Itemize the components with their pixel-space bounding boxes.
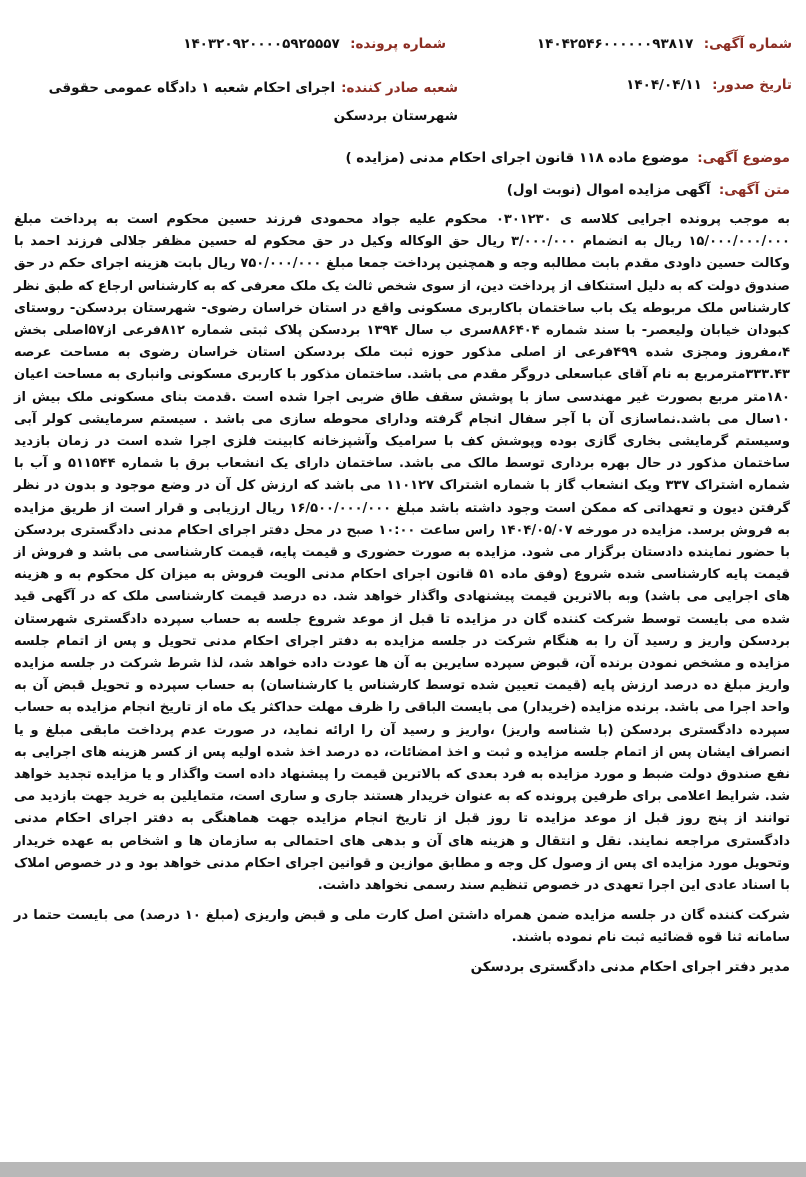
subject-row bbox=[345, 150, 790, 166]
issuing-branch: اجرای احکام شعبه ۱ دادگاه عمومی حقوقی شهرستان بردسکن bbox=[48, 80, 458, 124]
bottom-scroll-bar bbox=[0, 1162, 806, 1177]
ad-text-label: متن آگهی: bbox=[718, 182, 790, 198]
issue-date-label: تاریخ صدور: bbox=[712, 77, 792, 93]
ad-text-title-row bbox=[507, 182, 790, 198]
issuing-branch-label: شعبه صادر کننده: bbox=[341, 80, 458, 96]
ad-number-label: شماره آگهی: bbox=[703, 36, 792, 52]
case-number: ۱۴۰۳۲۰۹۲۰۰۰۰۵۹۲۵۵۵۷ bbox=[183, 36, 340, 52]
ad-body-paragraph-2: شرکت کننده گان در جلسه مزایده ضمن همراه داشتن اصل کارت ملی و قبض واریزی (مبلغ ۱۰ درصد) می بایست حتما در سامانه ثنا قوه قضائیه ثبت نام نموده باشند. bbox=[14, 908, 790, 946]
subject-label: موضوع آگهی: bbox=[697, 150, 790, 166]
issue-date-row bbox=[626, 77, 792, 93]
subject-value: موضوع ماده ۱۱۸ قانون اجرای احکام مدنی (مزایده ) bbox=[345, 150, 689, 166]
ad-number: ۱۴۰۴۲۵۴۶۰۰۰۰۰۰۹۳۸۱۷ bbox=[536, 36, 694, 52]
issuing-branch-row bbox=[18, 74, 458, 130]
ad-text-title: آگهی مزایده اموال (نوبت اول) bbox=[506, 182, 711, 198]
signature: مدیر دفتر اجرای احکام مدنی دادگستری بردسکن bbox=[470, 959, 790, 975]
ad-body-paragraph: به موجب پرونده اجرایی کلاسه ی ۰۳۰۱۲۳۰ محکوم علیه جواد محمودی فرزند حسین محکوم است به پرداخت مبلغ ۱۵/۰۰۰/۰۰۰/۰۰۰ ریال به انضمام ۳/۰۰۰/۰۰۰ ریال حق الوکاله وکیل در حق محکوم له حسین مظفر جلالی فرزند احمد با وکالت حسین داودی مقدم بابت مطالبه وجه و همچنین پرداخت جمعا مبلغ ۷۵۰/۰۰۰/۰۰۰ ریال بابت هزینه اجرای حکم در حق صندوق دولت که به دلیل استنکاف از پرداخت دین، از سوی شخص ثالث یک ملک معرفی که به کارشناس ارجاع که طبق نظر کارشناس ملک مربوطه یک باب ساختمان باکاربری مسکونی واقع در استان خراسان رضوی- شهرستان بردسکن- روستای کبودان خیابان ولیعصر- با سند شماره ۸۸۶۴۰۴سری ب سال ۱۳۹۴ بردسکن پلاک ثبتی شماره ۸۱۲فرعی از۵۷اصلی بخش ۴،مفروز ومجزی شده ۴۹۹فرعی از اصلی مذکور حوزه ثبت ملک بردسکن استان خراسان رضوی به مساحت عرصه ۳۳۳.۴۳مترمربع به نام آقای عباسعلی دروگر مقدم می باشد. ساختمان مذکور با کاربری مسکونی وانباری به مساحت اعیان ۱۸۰متر مربع بصورت غیر مهندسی ساز با پوشش سقف طاق ضربی اجرا شده است .قدمت بنای مسکونی ملک بیش از ۱۰سال می باشد.نماسازی آن با آجر سفال انجام گرفته ودارای محوطه سازی می باشد . سیستم سرمایشی کولر آبی وسیستم گرمایشی بخاری گازی بوده وپوشش کف با سرامیک وآشپزخانه کابینت فلزی اجرا شده است در زمان بازدید ساختمان مذکور در حال بهره برداری توسط مالک می باشد. ساختمان دارای یک انشعاب برق با شماره ۵۱۱۵۴۴ و آب با شماره اشتراک ۳۳۷ ویک انشعاب گاز با شماره اشتراک ۱۱۰۱۲۷ می باشد که ارزش کل آن در وضع موجود و بدون در نظر گرفتن دیون و تعهداتی که ممکن است وجود داشته باشد مبلغ ۱۶/۵۰۰/۰۰۰/۰۰۰ ریال ارزیابی و قرار است از طریق مزایده به فروش برسد. مزایده در مورخه ۱۴۰۴/۰۵/۰۷ راس ساعت ۱۰:۰۰ صبح در محل دفتر اجرای احکام مدنی دادگستری بردسکن با حضور نماینده دادستان برگزار می شود. مزایده به صورت حضوری و قیمت پایه، قیمت کارشناسی می باشد و فروش از قیمت پایه کارشناسی شده شروع (وفق ماده ۵۱ قانون اجرای احکام مدنی الویت فروش به میزان کل محکوم به و هزینه های اجرایی می باشد) وبه بالاترین قیمت پیشنهادی واگذار خواهد شد. ده درصد قیمت کارشناسی ملک که در آگهی قید شده می بایست توسط شرکت کننده گان در مزایده تا قبل از موعد شروع جلسه به حساب سپرده دادگستری شهرستان بردسکن واریز و رسید آن را به هنگام شرکت در جلسه مزایده به دفتر اجرای احکام مدنی تحویل و پس از اتمام جلسه مزایده و مشخص نمودن برنده آن، قبوض سپرده سایرین به آن ها عودت داده خواهد شد، لذا شرط شرکت در جلسه مزایده واریز مبلغ ده درصد ارزش پایه (قیمت تعیین شده توسط کارشناس یا کارشناسان) به حساب سپرده و تحویل قبض آن به واحد اجرا می باشد. برنده مزایده (خریدار) می بایست الباقی را ظرف مهلت حداکثر یک ماه از تاریخ انجام مزایده به حساب سپرده دادگستری بردسکن (با شناسه واریز) ،واریز و رسید آن را ارائه نماید، در صورت عدم پرداخت مابقی مبلغ و یا انصراف ایشان پس از اتمام جلسه مزایده و ثبت و اخذ امضائات، ده درصد اخذ شده اولیه پس از کسر هزینه های اجرایی به نفع صندوق دولت ضبط و مورد مزایده به فرد بعدی که بالاترین قیمت را پیشنهاد داده است واگذار و یا مزایده تجدید خواهد شد. شرایط اعلامی برای طرفین پرونده که به عنوان خریدار هستند جاری و ساری است، متمایلین به خرید جهت بازدید می توانند از پنج روز قبل از موعد مزایده تا روز قبل از تاریخ انجام مزایده جهت هماهنگی به دفتر اجرای احکام مدنی دادگستری مراجعه نمایند. نقل و انتقال و هزینه های آن و بدهی های احتمالی به سازمان ها و اشخاص به عهده خریدار وتحویل مورد مزایده ای پس از وصول کل وجه و مطابق موازین و قوانین اجرای احکام مدنی خواهد بود و در خصوص املاک با اسناد عادی این اجرا تعهدی در خصوص تنظیم سند رسمی نخواهد داشت. bbox=[14, 212, 791, 894]
case-number-row bbox=[183, 36, 446, 52]
case-number-label: شماره پرونده: bbox=[350, 36, 446, 52]
ad-number-row bbox=[537, 36, 792, 52]
issue-date: ۱۴۰۴/۰۴/۱۱ bbox=[626, 77, 702, 93]
